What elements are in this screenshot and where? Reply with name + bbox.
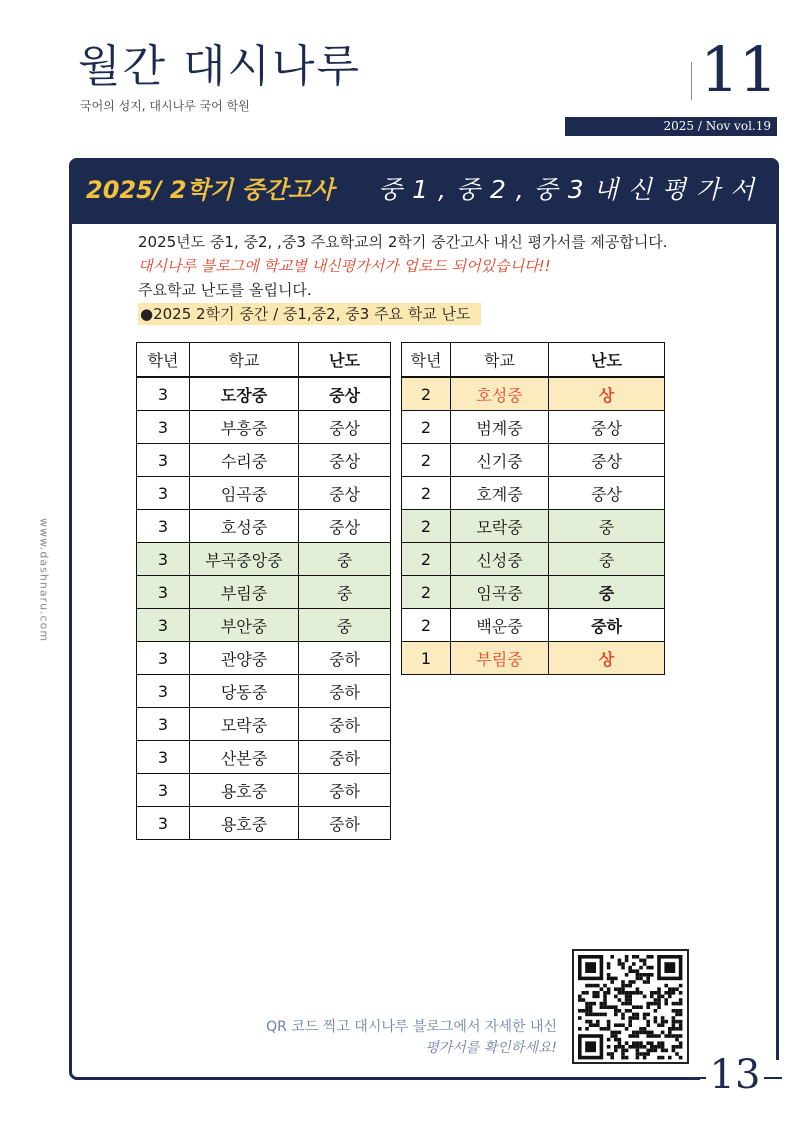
table-row [137, 543, 391, 576]
table-row [402, 444, 665, 477]
cell-school: 당동중 [190, 675, 299, 708]
table-row [137, 741, 391, 774]
table-row [137, 708, 391, 741]
cell-difficulty: 중 [299, 576, 391, 609]
cell-school: 모락중 [190, 708, 299, 741]
table-header-row [402, 343, 665, 378]
cell-difficulty: 중하 [299, 708, 391, 741]
cell-difficulty: 중하 [299, 642, 391, 675]
table-row [402, 510, 665, 543]
cell-difficulty: 중상 [549, 444, 665, 477]
issue-divider [691, 62, 692, 100]
cell-difficulty: 중상 [299, 411, 391, 444]
cell-difficulty: 중상 [299, 510, 391, 543]
cell-grade: 2 [402, 377, 451, 411]
cell-difficulty: 상 [549, 377, 665, 411]
cell-school: 부안중 [190, 609, 299, 642]
cell-grade: 2 [402, 510, 451, 543]
cell-grade: 2 [402, 477, 451, 510]
header-grade: 학년 [137, 343, 190, 378]
table-row [402, 576, 665, 609]
intro-line-3: 주요학교 난도를 올립니다. [138, 281, 312, 299]
table-row [137, 411, 391, 444]
cell-school: 호성중 [190, 510, 299, 543]
cell-difficulty: 중하 [299, 807, 391, 840]
cell-grade: 3 [137, 444, 190, 477]
cell-school: 부흥중 [190, 411, 299, 444]
cell-grade: 2 [402, 543, 451, 576]
qr-caption [200, 1017, 557, 1059]
cell-difficulty: 중상 [299, 444, 391, 477]
intro-line-4: ●2025 2학기 중간 / 중1,중2, 중3 주요 학교 난도 [138, 303, 481, 325]
qr-caption-line-2: 평가서를 확인하세요! [425, 1040, 557, 1056]
cell-difficulty: 중상 [549, 411, 665, 444]
cell-grade: 3 [137, 477, 190, 510]
cell-school: 용호중 [190, 774, 299, 807]
table-row [137, 377, 391, 411]
cell-grade: 3 [137, 377, 190, 411]
issue-label: 2025 / Nov vol.19 [565, 117, 777, 136]
cell-grade: 3 [137, 510, 190, 543]
table-row [402, 642, 665, 675]
header-difficulty: 난도 [549, 343, 665, 378]
qr-code-icon [574, 951, 687, 1062]
table-row [402, 411, 665, 444]
table-row [402, 543, 665, 576]
cell-school: 신성중 [451, 543, 549, 576]
cell-grade: 3 [137, 543, 190, 576]
header-exam-title: 2025/ 2학기 중간고사 [86, 176, 335, 204]
table-row [137, 576, 391, 609]
table-row [402, 377, 665, 411]
cell-difficulty: 중하 [549, 609, 665, 642]
table-row [402, 609, 665, 642]
cell-school: 수리중 [190, 444, 299, 477]
table-header-row [137, 343, 391, 378]
header-grade: 학년 [402, 343, 451, 378]
cell-school: 임곡중 [451, 576, 549, 609]
qr-code[interactable] [572, 949, 689, 1064]
cell-school: 백운중 [451, 609, 549, 642]
cell-school: 호성중 [451, 377, 549, 411]
cell-difficulty: 중상 [299, 377, 391, 411]
header-school: 학교 [451, 343, 549, 378]
table-row [137, 807, 391, 840]
cell-school: 신기중 [451, 444, 549, 477]
difficulty-table-left [136, 342, 391, 840]
intro-line-1: 2025년도 중1, 중2, ,중3 주요학교의 2학기 중간고사 내신 평가서를 제공합니다. [138, 233, 668, 251]
cell-school: 도장중 [190, 377, 299, 411]
cell-school: 범계중 [451, 411, 549, 444]
cell-difficulty: 중상 [299, 477, 391, 510]
magazine-subtitle: 국어의 성지, 대시나루 국어 학원 [80, 99, 250, 113]
cell-grade: 3 [137, 576, 190, 609]
cell-grade: 3 [137, 807, 190, 840]
cell-grade: 3 [137, 642, 190, 675]
cell-difficulty: 중 [549, 576, 665, 609]
cell-grade: 2 [402, 411, 451, 444]
issue-number: 11 [700, 33, 777, 106]
cell-school: 임곡중 [190, 477, 299, 510]
cell-grade: 3 [137, 708, 190, 741]
side-url: www.dashnaru.com [37, 517, 51, 643]
cell-grade: 3 [137, 609, 190, 642]
page-number-text: 13 [706, 1052, 765, 1098]
magazine-title: 월간 대시나루 [78, 41, 362, 92]
cell-grade: 2 [402, 444, 451, 477]
table-row [137, 774, 391, 807]
cell-grade: 1 [402, 642, 451, 675]
cell-school: 호계중 [451, 477, 549, 510]
cell-difficulty: 중하 [299, 741, 391, 774]
intro-text [138, 230, 668, 326]
cell-difficulty: 중하 [299, 675, 391, 708]
cell-school: 부림중 [451, 642, 549, 675]
cell-school: 산본중 [190, 741, 299, 774]
table-row [137, 444, 391, 477]
header-difficulty: 난도 [299, 343, 391, 378]
page-number [700, 1050, 770, 1100]
cell-difficulty: 중하 [299, 774, 391, 807]
cell-grade: 2 [402, 609, 451, 642]
cell-difficulty: 중 [549, 543, 665, 576]
table-row [137, 477, 391, 510]
cell-difficulty: 중상 [549, 477, 665, 510]
cell-grade: 3 [137, 741, 190, 774]
cell-difficulty: 중 [299, 609, 391, 642]
cell-school: 부림중 [190, 576, 299, 609]
cell-grade: 3 [137, 411, 190, 444]
intro-line-2: 대시나루 블로그에 학교별 내신평가서가 업로드 되어있습니다!! [138, 257, 551, 275]
cell-grade: 2 [402, 576, 451, 609]
difficulty-table-right [401, 342, 665, 675]
table-row [137, 675, 391, 708]
cell-difficulty: 상 [549, 642, 665, 675]
header-grades-title: 중 1 , 중 2 , 중 3 내 신 평 가 서 [378, 175, 756, 204]
table-row [137, 510, 391, 543]
table-row [402, 477, 665, 510]
table-row [137, 609, 391, 642]
cell-grade: 3 [137, 675, 190, 708]
cell-grade: 3 [137, 774, 190, 807]
cell-difficulty: 중 [549, 510, 665, 543]
cell-difficulty: 중 [299, 543, 391, 576]
table-row [137, 642, 391, 675]
cell-school: 용호중 [190, 807, 299, 840]
header-school: 학교 [190, 343, 299, 378]
cell-school: 부곡중앙중 [190, 543, 299, 576]
qr-caption-line-1: QR 코드 찍고 대시나루 블로그에서 자세한 내신 [266, 1019, 557, 1035]
cell-school: 모락중 [451, 510, 549, 543]
cell-school: 관양중 [190, 642, 299, 675]
